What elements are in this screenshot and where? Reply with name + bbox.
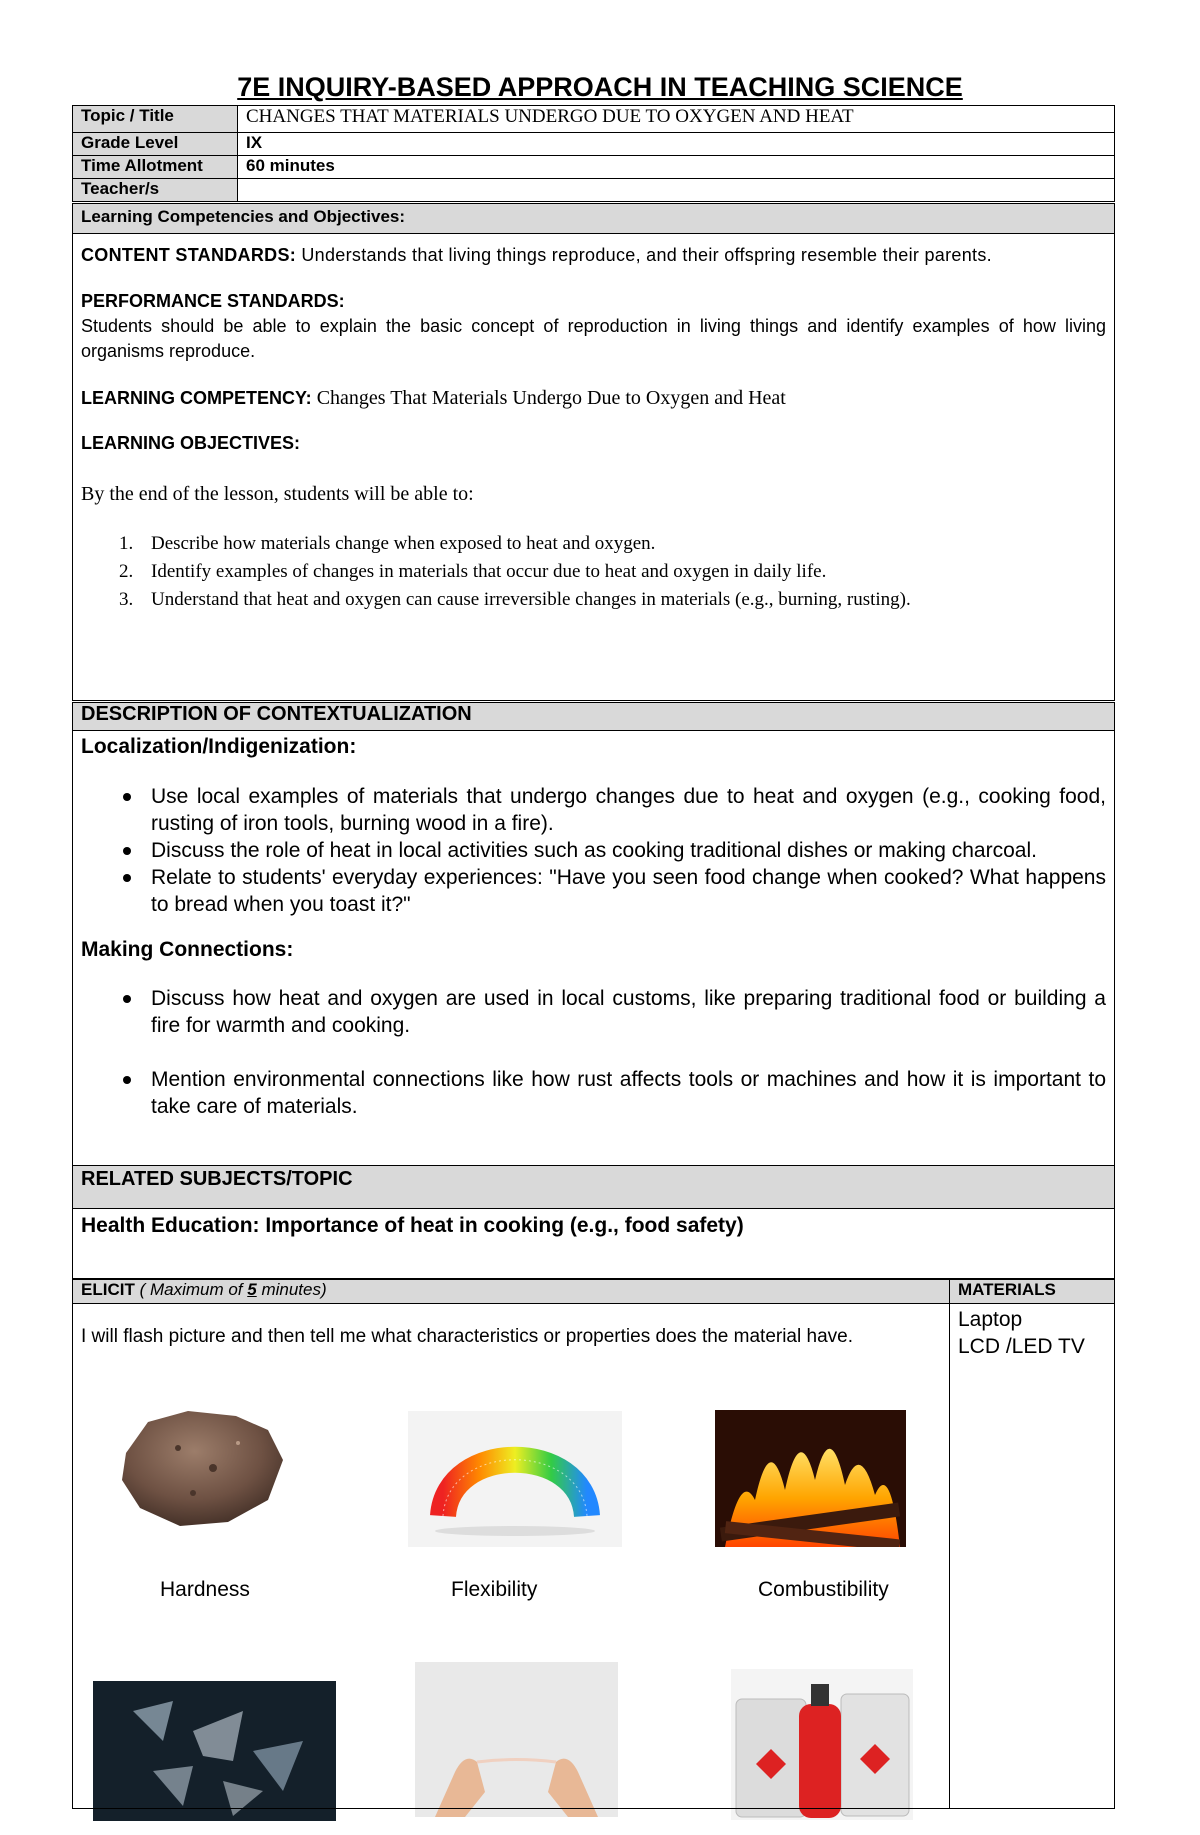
topic-value: CHANGES THAT MATERIALS UNDERGO DUE TO OXYGEN AND HEAT (238, 106, 1115, 133)
competencies-table (72, 203, 1115, 701)
bullet-icon (123, 847, 131, 855)
bullet-icon (123, 995, 131, 1003)
localization-item: Discuss the role of heat in local activities such as cooking traditional dishes or making charcoal. (81, 837, 1106, 864)
material-item: Laptop (958, 1308, 1023, 1331)
materials-body (950, 1304, 1115, 1809)
content-standards-text: Understands that living things reproduce, and their offspring resemble their parents. (301, 245, 992, 265)
elicit-label: ELICIT (81, 1280, 135, 1299)
localization-item: Relate to students' everyday experiences: "Have you seen food change when cooked? What happens to bread when you toast it?" (81, 864, 1106, 918)
elicit-instruction: I will flash picture and then tell me what characteristics or properties does the material have. (81, 1326, 853, 1347)
grade-value: IX (238, 133, 1115, 156)
content-standards (81, 243, 1106, 268)
material-item: LCD /LED TV (958, 1335, 1085, 1358)
caption-hardness: Hardness (160, 1578, 250, 1601)
teacher-label: Teacher/s (73, 179, 238, 202)
competencies-body (73, 234, 1115, 701)
objective-item: 3. Understand that heat and oxygen can cause irreversible changes in materials (e.g., burning, rusting). (119, 589, 911, 610)
related-table (72, 1165, 1115, 1279)
performance-standards-text: Students should be able to explain the basic concept of reproduction in living things and identify examples of how living organisms reproduce. (81, 316, 1106, 361)
fire-image (715, 1410, 906, 1547)
caption-combustibility: Combustibility (758, 1578, 889, 1601)
contextualization-body (73, 731, 1115, 1166)
learning-competency-text: Changes That Materials Undergo Due to Oxygen and Heat (316, 387, 786, 409)
elicit-header (73, 1280, 950, 1304)
objectives-list (81, 530, 1106, 614)
bottom-rule (72, 1808, 1115, 1809)
objectives-intro: By the end of the lesson, students will be able to: (81, 483, 474, 505)
lesson-info-table (72, 105, 1115, 202)
time-value: 60 minutes (238, 156, 1115, 179)
teacher-value (238, 179, 1115, 202)
connections-title: Making Connections: (81, 938, 294, 961)
grade-label: Grade Level (73, 133, 238, 156)
bullet-icon (123, 874, 131, 882)
connections-item: Discuss how heat and oxygen are used in local customs, like preparing traditional food or building a fire for warmth and cooking. (81, 985, 1106, 1039)
broken-glass-image (93, 1681, 336, 1821)
learning-competency (81, 385, 1106, 411)
competencies-header: Learning Competencies and Objectives: (73, 204, 1115, 234)
performance-standards-label: PERFORMANCE STANDARDS: (81, 291, 345, 311)
localization-list (81, 783, 1106, 918)
topic-label: Topic / Title (73, 106, 238, 133)
page-title: 7E INQUIRY-BASED APPROACH IN TEACHING SCIENCE (237, 72, 963, 102)
time-label: Time Allotment (73, 156, 238, 179)
contextualization-table (72, 702, 1115, 1166)
flammable-containers-image (731, 1669, 913, 1820)
elicit-note-prefix: ( Maximum of (134, 1280, 248, 1299)
localization-item: Use local examples of materials that undergo changes due to heat and oxygen (e.g., cooking food, rusting of iron tools, burning wood in a fire). (81, 783, 1106, 837)
learning-objectives-label: LEARNING OBJECTIVES: (81, 433, 301, 453)
bullet-icon (123, 1076, 131, 1084)
elicit-note-suffix: minutes) (256, 1280, 327, 1299)
objective-item: 2. Identify examples of changes in materials that occur due to heat and oxygen in daily life. (119, 561, 827, 582)
contextualization-header: DESCRIPTION OF CONTEXTUALIZATION (73, 703, 1115, 731)
rock-image (118, 1408, 288, 1530)
slinky-image (408, 1411, 622, 1547)
connections-item: Mention environmental connections like how rust affects tools or machines and how it is important to take care of materials. (81, 1066, 1106, 1120)
related-header: RELATED SUBJECTS/TOPIC (73, 1166, 1115, 1209)
elicit-note-number: 5 (247, 1280, 257, 1299)
bullet-icon (123, 793, 131, 801)
caption-flexibility: Flexibility (451, 1578, 538, 1601)
content-standards-label: CONTENT STANDARDS: (81, 245, 297, 265)
related-text: Health Education: Importance of heat in cooking (e.g., food safety) (73, 1209, 1115, 1279)
localization-title: Localization/Indigenization: (81, 735, 357, 758)
materials-header: MATERIALS (950, 1280, 1115, 1304)
objective-item: 1. Describe how materials change when exposed to heat and oxygen. (119, 533, 656, 554)
learning-competency-label: LEARNING COMPETENCY: (81, 388, 312, 408)
stretch-image (415, 1662, 618, 1817)
connections-list (81, 985, 1106, 1120)
